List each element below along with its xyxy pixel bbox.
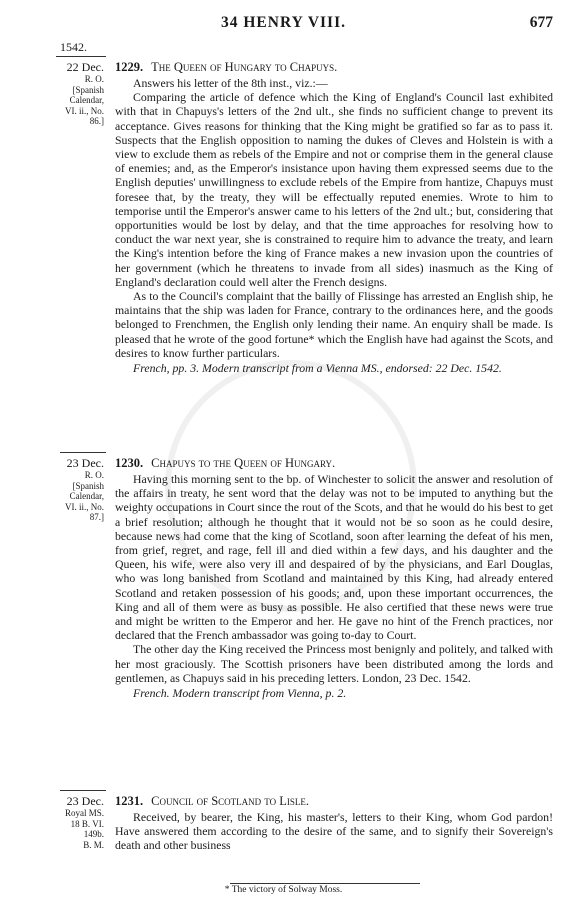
entry-date: 23 Dec.: [66, 794, 104, 808]
entry-margin-1231: [24, 794, 104, 850]
footnote-rule: [230, 883, 420, 884]
source-line: VI. ii., No.: [65, 105, 104, 116]
source-line: VI. ii., No.: [65, 501, 104, 512]
entry-paragraph: As to the Council's complaint that the bailly of Flissinge has arrested an English ship, he maintains that the ship was laden for France, contrary to the ordinances here, and the goods belonged to Frenchmen, the English only lending their name. An enquiry shall be made. Is pleased that he wrote of the good fortune* which the English have had against the Scots, and desires to know further particulars.: [115, 289, 554, 360]
source-line: 18 B. VI.: [70, 818, 104, 829]
margin-rule: [60, 452, 106, 453]
entry-heading: [115, 60, 553, 75]
entry-number: 1230.: [115, 456, 144, 470]
source-line: Royal MS.: [64, 808, 104, 818]
entry-paragraph: Having this morning sent to the bp. of Winchester to solicit the answer and resolution of the affairs in treaty, he sent word that the delay was not to be imputed to anything but the weighty occupations in Court since the rout of the Scots, and that he would do his best to get a brief resolution; although he thought that it would not be so soon as he could desire, because news had come that the king of Scotland, soon after learning the defeat of his men, from grief, regret, and rage, fell ill and died within a few days, and his daughter and the Queen, his wife, were also very ill and despaired of by the physicians, and Earl Douglas, who was long banished from Scotland and maintained by this King, had already entered Scotland and retaken possession of his goods; and, upon these important occurrences, the King and all of them were as busy as possible. He also certified that these news were true and might be written to the Emperor and her. He gave no hint of the French practices, nor declared that the French ambassador was going to-day to Court.: [115, 472, 553, 643]
source-line: [Spanish: [72, 84, 104, 95]
entry-date: 22 Dec.: [66, 60, 104, 74]
entry-title: The Queen of Hungary to Chapuys.: [151, 60, 338, 74]
margin-rule: [56, 56, 106, 57]
source-line: R. O.: [84, 470, 104, 480]
source-line: 86.]: [89, 116, 104, 126]
entry-1230: [115, 456, 553, 700]
entry-paragraph: Answers his letter of the 8th inst., viz.:—: [133, 76, 328, 90]
entry-1231: [115, 794, 553, 853]
source-line: Calendar,: [69, 95, 104, 105]
running-title: 34 HENRY VIII.: [221, 14, 346, 31]
source-line: 87.]: [89, 512, 104, 522]
margin-rule: [60, 790, 106, 791]
page-header: [0, 8, 567, 38]
entry-source-note: French. Modern transcript from Vienna, p. 2.: [133, 686, 347, 701]
entry-number: 1231.: [115, 794, 144, 808]
entry-source-note: French, pp. 3. Modern transcript from a Vienna MS., endorsed: 22 Dec. 1542.: [133, 361, 502, 376]
entry-heading: [115, 456, 553, 471]
entry-heading: [115, 794, 553, 809]
entry-title: Council of Scotland to Lisle.: [151, 794, 310, 808]
margin-year: 1542.: [60, 40, 87, 54]
footnote: * The victory of Solway Moss.: [224, 885, 343, 895]
source-line: 149b.: [83, 829, 104, 839]
entry-paragraph: Received, by bearer, the King, his master's, letters to their King, whom God pardon! Have answered them according to the desire of the same, and to signify their Sovereign's death and other business: [115, 810, 553, 853]
source-line: [Spanish: [72, 480, 104, 491]
entry-number: 1229.: [115, 60, 144, 74]
entry-date: 23 Dec.: [66, 456, 104, 470]
entry-paragraph: The other day the King received the Princess most benignly and politely, and talked with her most graciously. The Scottish prisoners have been distributed among the lords and gentlemen, as Chapuys said in his preceding letters. London, 23 Dec. 1542.: [115, 642, 553, 685]
page-number: 677: [529, 14, 553, 31]
entry-margin-1230: [24, 456, 104, 523]
source-line: Calendar,: [69, 491, 104, 501]
source-line: R. O.: [84, 74, 104, 84]
entry-paragraph: Comparing the article of defence which the King of England's Council last exhibited with that in Chapuys's letters of the 2nd ult., she finds no sufficient change to prevent its acceptance. Gives reasons for thinking that the King might be gratified so far as to pass it. Suspects that the English opposition to naming the dukes of Cleves and Holstein is with a view to exclude them as rebels of the Empire and not or comprise them in the general clause of enemies; and, as the Emperor's insistance upon having them expressed seems due to the English deputies' unwillingness to exclude rebels of the Empire from hantize, Chapuys must foresee that, by the treaty, they will be effectually reputed enemies. Wrote to him to temporise until the Emperor's answer came to his letters of the 2nd ult.; but, considering that opportunities would be lost by delay, and that the time approaches for resolving how to conduct the war next year, she is constrained to require him to advance the treaty, and learn the King's intention before the king of France makes a new invasion upon the countries of her government (which he threatens to invade from all sides) inasmuch as the King of England's declaration could well alter the French designs.: [115, 90, 553, 289]
entry-margin-1229: [24, 60, 104, 127]
entry-title: Chapuys to the Queen of Hungary.: [151, 456, 336, 470]
entry-1229: [115, 60, 553, 375]
source-line: B. M.: [83, 839, 104, 850]
